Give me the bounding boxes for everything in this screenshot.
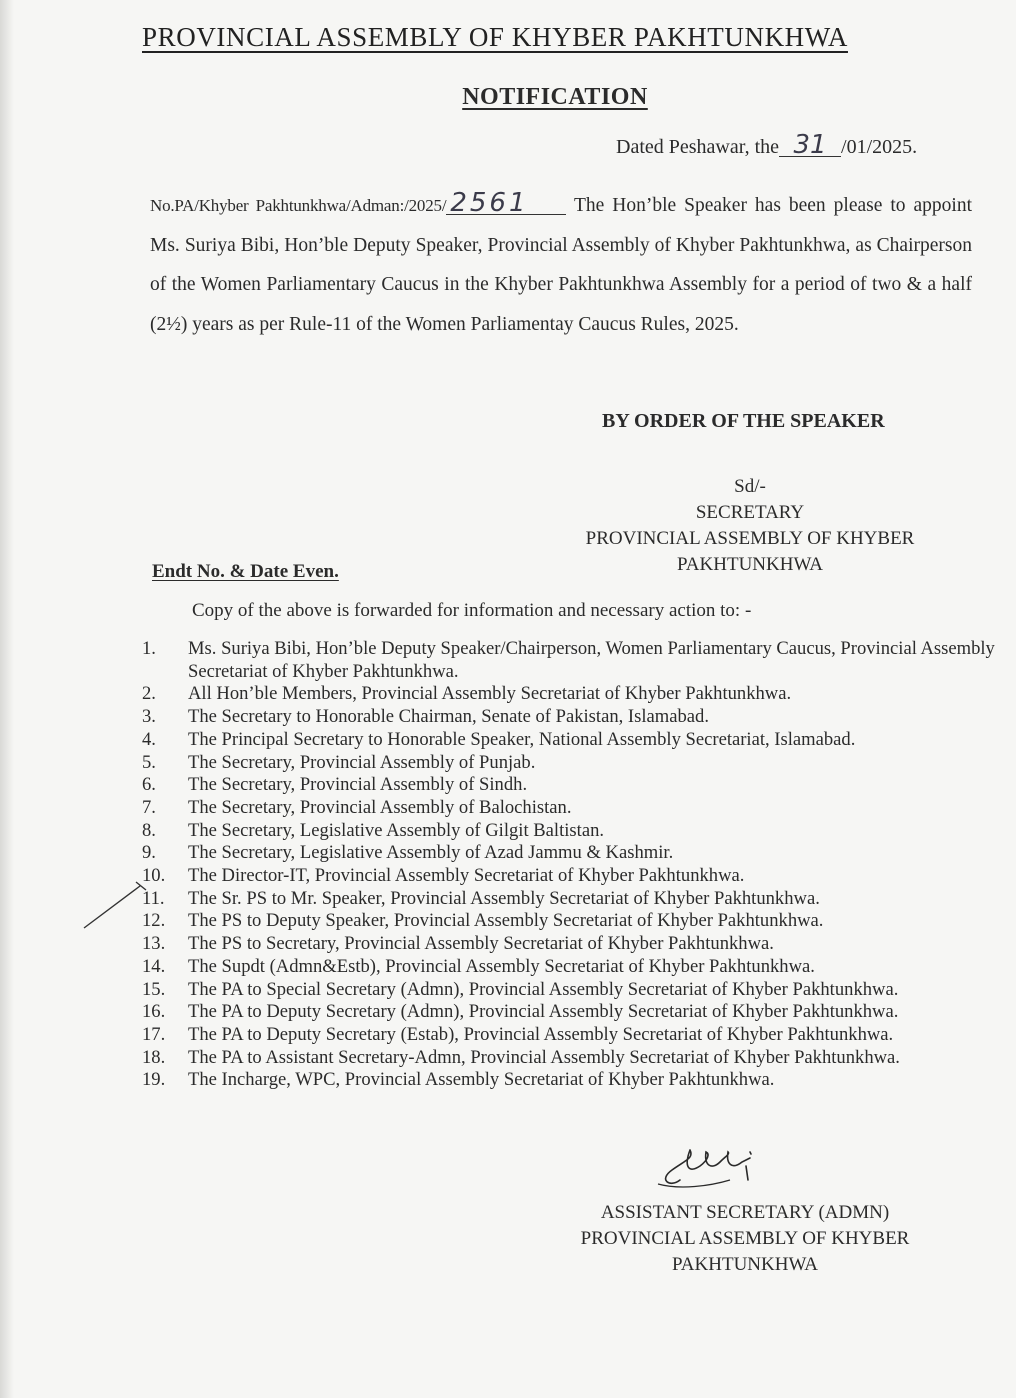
distribution-item-text: The Secretary, Legislative Assembly of Azad Jammu & Kashmir. (188, 842, 674, 864)
secretary-title: SECRETARY (695, 502, 805, 523)
distribution-item-number: 6. (142, 774, 156, 796)
distribution-item (130, 888, 1000, 911)
secretary-signature-block (540, 474, 960, 578)
distribution-item-number: 1. (142, 638, 156, 659)
distribution-item (130, 797, 1000, 820)
distribution-item-number: 5. (142, 751, 156, 773)
distribution-item-text: The Secretary, Provincial Assembly of Punjab. (188, 751, 536, 773)
distribution-item (130, 820, 1000, 843)
distribution-item-text: The PA to Assistant Secretary-Admn, Provincial Assembly Secretariat of Khyber Pakhtunkhwa. (188, 1046, 900, 1068)
distribution-item-text: The PA to Deputy Secretary (Admn), Provincial Assembly Secretariat of Khyber Pakhtunkhwa. (188, 1001, 899, 1023)
assistant-secretary-org-line1: PROVINCIAL ASSEMBLY OF KHYBER (580, 1228, 910, 1249)
distribution-item-text: All Hon’ble Members, Provincial Assembly Secretariat of Khyber Pakhtunkhwa. (188, 683, 792, 705)
distribution-item-number: 4. (142, 728, 156, 750)
handwritten-signature (650, 1140, 780, 1200)
secretary-org-line2: PAKHTUNKHWA (676, 554, 824, 575)
distribution-item-number: 15. (142, 978, 166, 1000)
distribution-item (130, 910, 1000, 933)
distribution-item (130, 1069, 1000, 1092)
distribution-item-number: 10. (142, 865, 166, 887)
distribution-item (130, 956, 1000, 979)
distribution-item-number: 14. (142, 955, 166, 977)
distribution-item-text: The Principal Secretary to Honorable Speaker, National Assembly Secretariat, Islamabad. (188, 728, 856, 750)
scan-edge-shadow (0, 0, 14, 1398)
assistant-secretary-org-line2: PAKHTUNKHWA (671, 1254, 819, 1275)
distribution-item (130, 752, 1000, 775)
distribution-item (130, 933, 1000, 956)
assistant-secretary-signature-block (530, 1200, 960, 1278)
distribution-item-number: 3. (142, 706, 156, 728)
distribution-item-number: 18. (142, 1046, 166, 1068)
handwritten-reference-number: 2561 (446, 192, 566, 215)
distribution-item-number: 7. (142, 796, 156, 818)
distribution-item-text: Ms. Suriya Bibi, Hon’ble Deputy Speaker/Chairperson, Women Parliamentary Caucus, Provincial Assembly Secretariat of Khyber Pakhtunkhwa. (188, 638, 995, 682)
distribution-item-text: The Secretary, Provincial Assembly of Sindh. (188, 774, 528, 796)
distribution-item (130, 1024, 1000, 1047)
distribution-item (130, 706, 1000, 729)
distribution-item (130, 774, 1000, 797)
pen-tick-mark (80, 872, 170, 932)
secretary-org-line1: PROVINCIAL ASSEMBLY OF KHYBER (585, 528, 915, 549)
distribution-item-text: The Sr. PS to Mr. Speaker, Provincial Assembly Secretariat of Khyber Pakhtunkhwa. (188, 887, 820, 909)
assistant-secretary-title: ASSISTANT SECRETARY (ADMN) (600, 1202, 890, 1223)
assembly-header: PROVINCIAL ASSEMBLY OF KHYBER PAKHTUNKHWA (142, 22, 848, 52)
notification-title: NOTIFICATION (462, 84, 648, 110)
dated-suffix: /01/2025. (841, 136, 918, 158)
distribution-item (130, 842, 1000, 865)
distribution-item (130, 1001, 1000, 1024)
distribution-item-number: 17. (142, 1023, 166, 1045)
distribution-item (130, 729, 1000, 752)
distribution-item-number: 11. (142, 887, 165, 909)
distribution-item-text: The Secretary, Legislative Assembly of Gilgit Baltistan. (188, 819, 605, 841)
dated-line (616, 130, 918, 160)
distribution-item (130, 865, 1000, 888)
distribution-item-text: The Secretary, Provincial Assembly of Balochistan. (188, 796, 572, 818)
dated-prefix: Dated Peshawar, the (616, 136, 780, 158)
by-order-line: BY ORDER OF THE SPEAKER (602, 410, 885, 432)
distribution-item-number: 19. (142, 1069, 166, 1091)
distribution-item-text: The Incharge, WPC, Provincial Assembly Secretariat of Khyber Pakhtunkhwa. (188, 1069, 775, 1091)
notification-body (150, 186, 972, 344)
distribution-item (130, 683, 1000, 706)
distribution-item-text: The PA to Deputy Secretary (Estab), Provincial Assembly Secretariat of Khyber Pakhtunkhwa. (188, 1023, 894, 1045)
body-text: The Hon’ble Speaker has been please to appoint Ms. Suriya Bibi, Hon’ble Deputy Speaker, Provincial Assembly of Khyber Pakhtunkhwa, as Chairperson of the Women Parliamentary Caucus in the Khyber Pakhtunkhwa Assembly for a period of two & a half (2½) years as per Rule-11 of the Women Parliamentay Caucus Rules, 2025. (150, 195, 972, 335)
distribution-item-text: The PA to Special Secretary (Admn), Provincial Assembly Secretariat of Khyber Pakhtunkhwa. (188, 978, 899, 1000)
distribution-item-number: 13. (142, 933, 166, 955)
distribution-item-text: The PS to Secretary, Provincial Assembly Secretariat of Khyber Pakhtunkhwa. (188, 933, 774, 955)
distribution-item-text: The Director-IT, Provincial Assembly Secretariat of Khyber Pakhtunkhwa. (188, 865, 745, 887)
distribution-item-number: 2. (142, 683, 156, 705)
handwritten-day: 31 (779, 134, 841, 157)
distribution-item-text: The Supdt (Admn&Estb), Provincial Assembly Secretariat of Khyber Pakhtunkhwa. (188, 955, 815, 977)
distribution-item-number: 9. (142, 842, 156, 864)
distribution-list (130, 638, 1000, 1092)
sd-mark: Sd/- (734, 476, 766, 497)
distribution-item-number: 16. (142, 1001, 166, 1023)
distribution-item-number: 12. (142, 910, 166, 932)
reference-prefix: No.PA/Khyber Pakhtunkhwa/Adman:/2025/ (150, 196, 447, 215)
endorsement-heading: Endt No. & Date Even. (152, 561, 339, 582)
distribution-item (130, 979, 1000, 1002)
distribution-item (130, 1047, 1000, 1070)
distribution-item (130, 638, 1000, 683)
distribution-item-text: The Secretary to Honorable Chairman, Senate of Pakistan, Islamabad. (188, 706, 709, 728)
distribution-item-number: 8. (142, 819, 156, 841)
distribution-item-text: The PS to Deputy Speaker, Provincial Assembly Secretariat of Khyber Pakhtunkhwa. (188, 910, 824, 932)
copy-forward-line: Copy of the above is forwarded for information and necessary action to: - (192, 600, 752, 621)
